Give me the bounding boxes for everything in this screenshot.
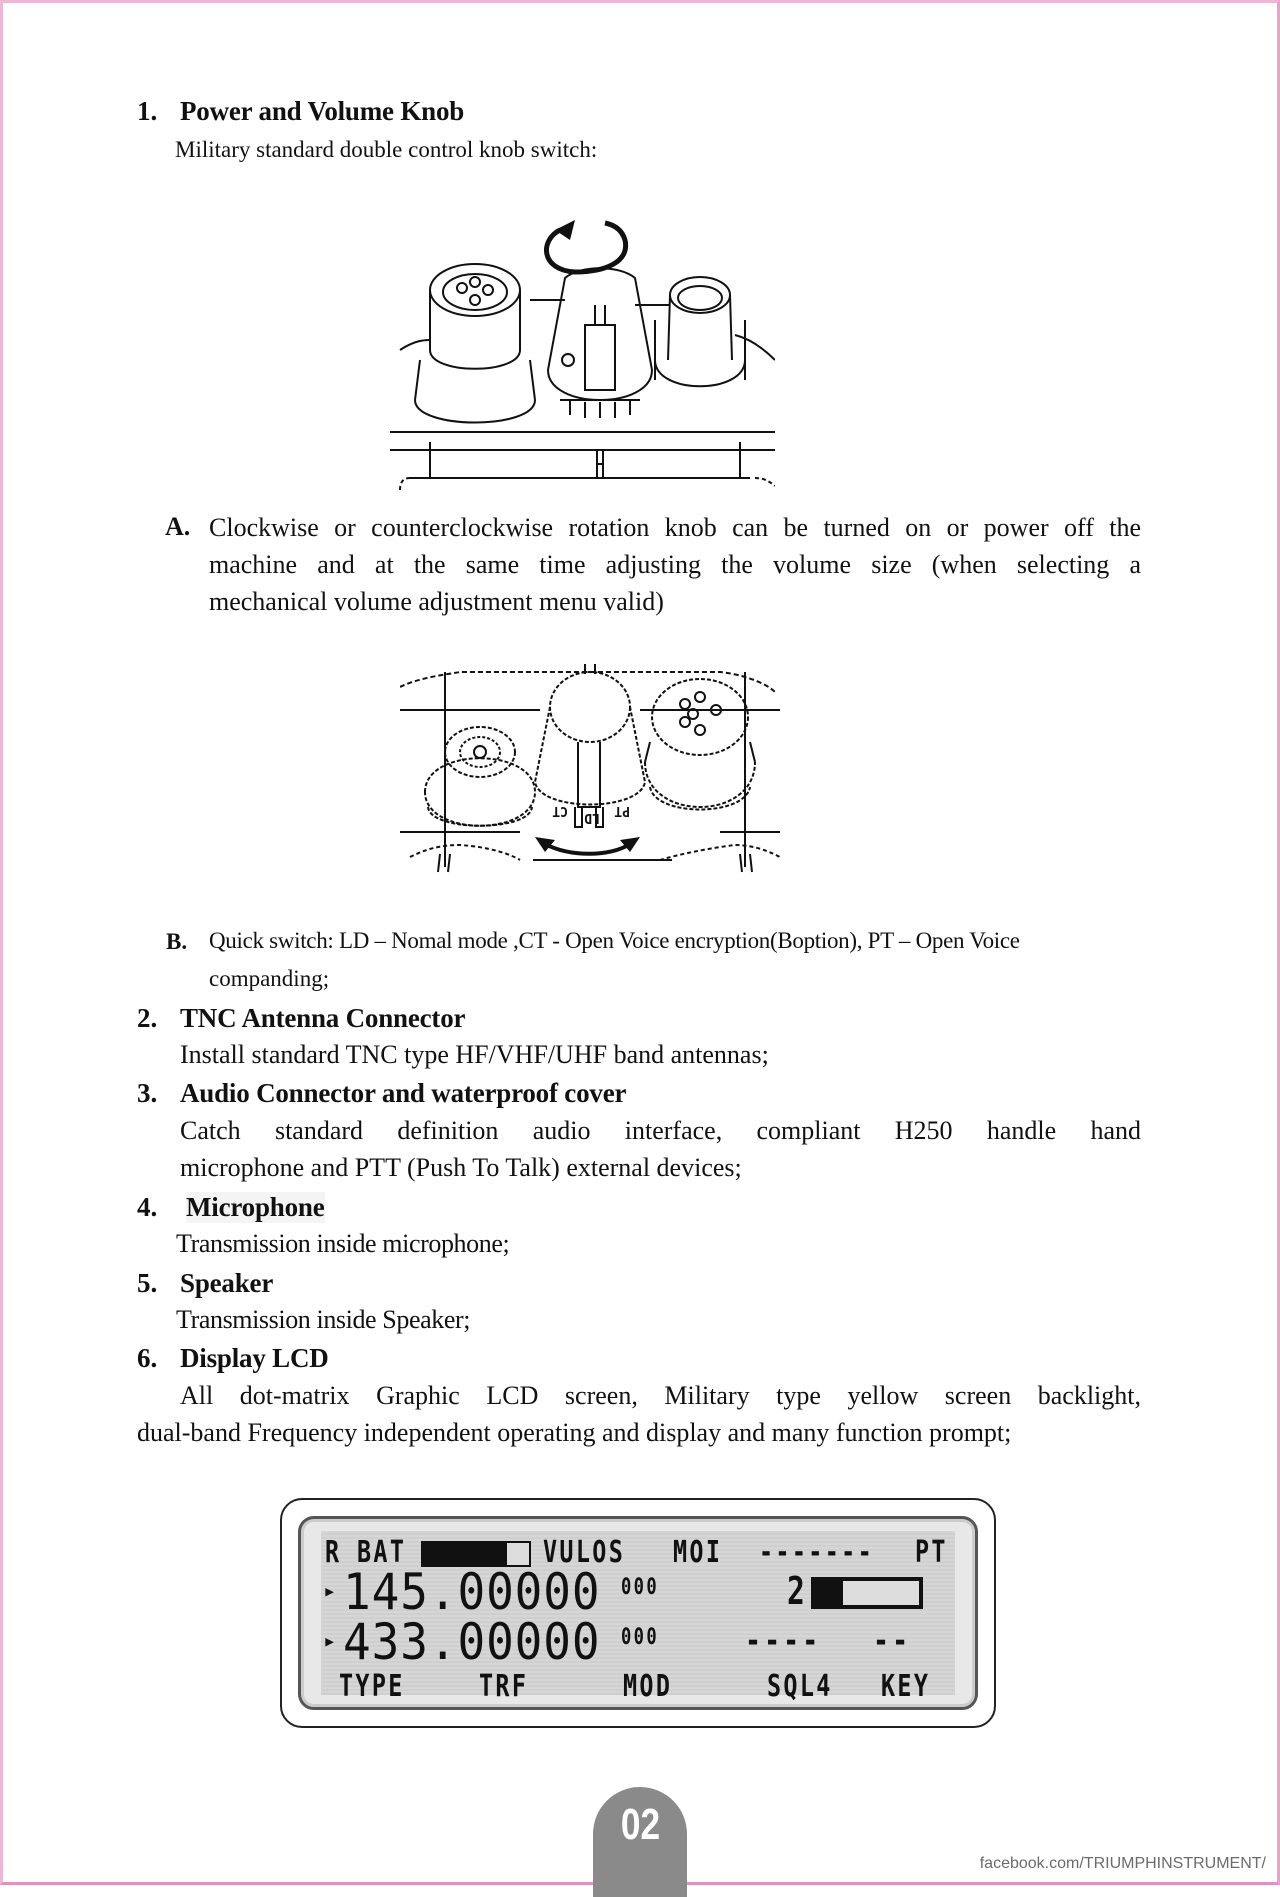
- lcd-pt-indicator: PT: [915, 1535, 948, 1570]
- section-1-intro: Military standard double control knob switch:: [175, 137, 598, 162]
- lcd-moi-label: MOI: [673, 1535, 723, 1570]
- section-5-title: Speaker: [180, 1268, 274, 1298]
- subitem-b-label: B.: [166, 929, 188, 954]
- lcd-softkey-row: [321, 1669, 955, 1705]
- lcd-freq-row-a: [321, 1563, 955, 1621]
- section-5-number: 5.: [137, 1268, 158, 1298]
- lcd-softkey-type: TYPE: [339, 1669, 405, 1704]
- subitem-a-line-2: machine and at the same time adjusting the volume size (when selecting a: [209, 550, 1141, 579]
- lcd-softkey-mod: MOD: [623, 1669, 673, 1704]
- section-2-text: Install standard TNC type HF/VHF/UHF band antennas;: [180, 1040, 769, 1069]
- lcd-dash-group-1: ----: [745, 1621, 822, 1661]
- subitem-b-line-1: Quick switch: LD – Nomal mode ,CT - Open Voice encryption(Boption), PT – Open Voice: [209, 928, 1020, 953]
- section-6-line-2: dual-band Frequency independent operating and display and many function prompt;: [137, 1418, 1012, 1447]
- section-6-title: Display LCD: [180, 1343, 329, 1373]
- section-3-title: Audio Connector and waterproof cover: [180, 1078, 627, 1108]
- lcd-marker-a-icon: ▸: [323, 1579, 337, 1604]
- switch-label-ct: CT: [552, 803, 568, 818]
- subitem-b-line-2: companding;: [209, 966, 330, 991]
- switch-label-ld: LD: [584, 810, 600, 825]
- lcd-bat-label: BAT: [357, 1535, 407, 1570]
- lcd-mode-label: VULOS: [543, 1535, 626, 1570]
- lcd-ctcss-a: 000: [621, 1575, 660, 1600]
- subitem-a-line-3: mechanical volume adjustment menu valid): [209, 587, 664, 616]
- subitem-a-line-1: Clockwise or counterclockwise rotation knob can be turned on or power off the: [209, 513, 1141, 542]
- lcd-bezel: [298, 1516, 978, 1710]
- lcd-freq-row-b: [321, 1613, 955, 1671]
- lcd-dashes: -------: [759, 1535, 875, 1570]
- lcd-softkey-key: KEY: [881, 1669, 931, 1704]
- signal-bar-icon: [811, 1577, 923, 1609]
- lcd-softkey-trf: TRF: [479, 1669, 529, 1704]
- page-number-badge: [593, 1787, 687, 1897]
- section-1-number: 1.: [137, 96, 158, 126]
- subitem-a-label: A.: [165, 512, 191, 541]
- lcd-frequency-b: 433.00000: [343, 1613, 601, 1671]
- switch-label-pt: PT: [614, 803, 630, 818]
- section-6-line-1: All dot-matrix Graphic LCD screen, Military type yellow screen backlight,: [180, 1381, 1141, 1410]
- section-4-title: Microphone: [186, 1192, 325, 1222]
- lcd-marker-b-icon: ▸: [323, 1629, 337, 1654]
- quick-switch-diagram: [400, 662, 780, 877]
- lcd-channel: 2: [787, 1569, 808, 1613]
- lcd-dash-group-2: --: [873, 1621, 912, 1661]
- lcd-screen: [321, 1531, 955, 1704]
- lcd-softkey-sql4: SQL4: [767, 1669, 833, 1704]
- section-4-number: 4.: [137, 1192, 158, 1222]
- section-2-title: TNC Antenna Connector: [180, 1003, 466, 1033]
- section-5-text: Transmission inside Speaker;: [176, 1305, 471, 1334]
- section-4-text: Transmission inside microphone;: [176, 1229, 510, 1258]
- facebook-link[interactable]: facebook.com/TRIUMPHINSTRUMENT/: [979, 1855, 1266, 1872]
- page-number: 02: [620, 1800, 660, 1849]
- lcd-frequency-a: 145.00000: [343, 1563, 601, 1621]
- section-1-title: Power and Volume Knob: [180, 96, 465, 126]
- switch-arrow-icon: [545, 844, 630, 854]
- lcd-display-illustration: [280, 1498, 996, 1728]
- lcd-ctcss-b: 000: [621, 1625, 660, 1650]
- section-3-line-2: microphone and PTT (Push To Talk) external devices;: [180, 1153, 742, 1182]
- section-3-line-1: Catch standard definition audio interface, compliant H250 handle hand: [180, 1116, 1141, 1145]
- section-3-number: 3.: [137, 1078, 158, 1108]
- lcd-r-indicator: R: [325, 1535, 342, 1570]
- section-2-number: 2.: [137, 1003, 158, 1033]
- section-6-number: 6.: [137, 1343, 158, 1373]
- power-volume-knob-diagram: [390, 210, 775, 490]
